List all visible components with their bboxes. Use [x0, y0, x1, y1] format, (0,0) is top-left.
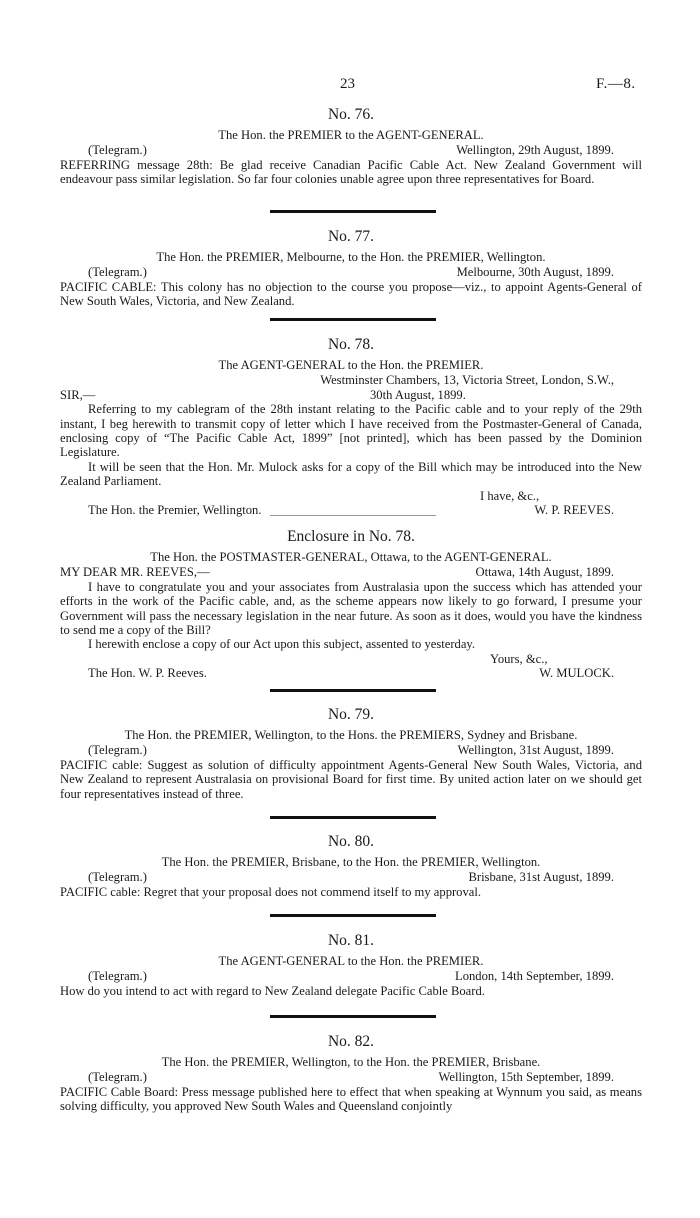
section-route: The Hon. the POSTMASTER-GENERAL, Ottawa, to the AGENT-GENERAL. [150, 550, 552, 564]
salutation: MY DEAR MR. REEVES,— [60, 565, 210, 580]
lead-word: PACIFIC [60, 757, 108, 772]
section-route: The AGENT-GENERAL to the Hon. the PREMIER. [218, 954, 484, 968]
salutation: SIR,— [60, 387, 96, 402]
enclosure-no-78 [60, 528, 642, 681]
section-rule [270, 1015, 436, 1018]
message-body [60, 280, 642, 309]
telegram-line [60, 1070, 642, 1084]
place-date: Wellington, 29th August, 1899. [456, 143, 614, 158]
address-line [60, 373, 642, 387]
telegram-line [60, 743, 642, 757]
message-body [60, 1085, 642, 1114]
signature: W. MULOCK. [539, 666, 614, 681]
message-body: How do you intend to act with regard to New Zealand delegate Pacific Cable Board. [60, 983, 485, 998]
section-no-76 [60, 106, 642, 187]
lead-word: PACIFIC [60, 1084, 108, 1099]
section-route: The Hon. the PREMIER, Brisbane, to the Hon. the PREMIER, Wellington. [161, 855, 541, 869]
message-body [60, 758, 642, 801]
section-title: No. 82. [327, 1033, 375, 1050]
letter-paragraph: I have to congratulate you and your associates from Australasia upon the success which has attended your efforts in the work of the Pacific cable, and, as the scheme appears now likely to go forward, I presume your Government will pass the necessary legislation in the near future. As soon as it does, would you have the kindness to send me a copy of the Bill? [60, 579, 642, 638]
section-rule [270, 515, 436, 516]
place-date: Wellington, 31st August, 1899. [457, 743, 614, 758]
lead-word: PACIFIC CABLE: [60, 279, 157, 294]
page-header [0, 76, 700, 96]
section-rule [270, 689, 436, 692]
telegram-line [60, 969, 642, 983]
section-rule [270, 914, 436, 917]
signature: W. P. REEVES. [534, 503, 614, 518]
place-date: Brisbane, 31st August, 1899. [468, 870, 614, 885]
salutation-line [60, 388, 642, 402]
telegram-label: (Telegram.) [88, 870, 147, 885]
page-number: 23 [340, 76, 355, 92]
signature-line [60, 666, 642, 680]
section-no-81 [60, 932, 642, 998]
lead-word: REFERRING [60, 157, 130, 172]
section-route: The Hon. the PREMIER to the AGENT-GENERAL. [218, 128, 484, 142]
section-route: The Hon. the PREMIER, Wellington, to the Hon. the PREMIER, Brisbane. [161, 1055, 541, 1069]
section-rule [270, 210, 436, 213]
place-date: Melbourne, 30th August, 1899. [456, 265, 614, 280]
place-date: London, 14th September, 1899. [455, 969, 614, 984]
section-route: The Hon. the PREMIER, Wellington, to the Hons. the PREMIERS, Sydney and Brisbane. [124, 728, 578, 742]
telegram-label: (Telegram.) [88, 1070, 147, 1085]
section-no-82 [60, 1033, 642, 1114]
section-route: The AGENT-GENERAL to the Hon. the PREMIER. [218, 358, 484, 372]
message-text: Cable Board: Press message published here to effect that when speaking at Wynnum you said, as means solving difficulty, you approved New South Wales and Queensland conjointly [60, 1084, 642, 1114]
section-route: The Hon. the PREMIER, Melbourne, to the Hon. the PREMIER, Wellington. [156, 250, 546, 264]
addressee: The Hon. W. P. Reeves. [88, 666, 207, 681]
section-title: No. 77. [327, 228, 375, 245]
section-title: No. 78. [327, 336, 375, 353]
closing: I have, &c., [480, 488, 540, 503]
section-title: No. 79. [327, 706, 375, 723]
section-rule [270, 318, 436, 321]
letter-paragraph: Referring to my cablegram of the 28th instant relating to the Pacific cable and to your reply of the 29th instant, I beg herewith to transmit copy of letter which I have received from the Postmaster-General of Canada, enclosing copy of “The Pacific Cable Act, 1899” [not printed], which has been passed by the Dominion Legislature. [60, 402, 642, 460]
letter-paragraph: It will be seen that the Hon. Mr. Mulock asks for a copy of the Bill which may be introduced into the New Zealand Parliament. [60, 459, 642, 489]
place-date: Wellington, 15th September, 1899. [438, 1070, 614, 1085]
message-text: cable: Suggest as solution of difficulty appointment Agents-General New South Wales, Victoria, and New Zealand to represent Australasia on provisional Board for first time. By united action later on we should get four representatives instead of three. [60, 757, 642, 801]
message-text: This colony has no objection to the course you propose—viz., to appoint Agents-General of New South Wales, Victoria, and New Zealand. [60, 279, 642, 309]
closing: Yours, &c., [490, 651, 548, 666]
section-title: No. 76. [327, 106, 375, 123]
message-body [60, 885, 642, 899]
section-title: No. 81. [327, 932, 375, 949]
telegram-label: (Telegram.) [88, 265, 147, 280]
section-no-79 [60, 706, 642, 801]
section-no-78 [60, 336, 642, 517]
section-no-77 [60, 228, 642, 309]
closing-line [60, 652, 642, 666]
message-text: message 28th: Be glad receive Canadian Pacific Cable Act. New Zealand Government will endeavour pass similar legislation. So far four colonies unable agree upon three representatives for Board. [60, 157, 642, 187]
message-body [60, 158, 642, 187]
section-title: No. 80. [327, 833, 375, 850]
section-title: Enclosure in No. 78. [287, 528, 415, 545]
message-text: cable: Regret that your proposal does not commend itself to my approval. [107, 884, 482, 899]
salutation-line [60, 565, 642, 579]
section-rule [270, 816, 436, 819]
closing-line [60, 489, 642, 503]
letter-date: 30th August, 1899. [370, 387, 466, 402]
telegram-label: (Telegram.) [88, 969, 147, 984]
telegram-line [60, 143, 642, 157]
place-date: Ottawa, 14th August, 1899. [475, 565, 614, 580]
lead-word: PACIFIC [60, 884, 108, 899]
section-no-80 [60, 833, 642, 899]
addressee: The Hon. the Premier, Wellington. [88, 503, 262, 518]
telegram-label: (Telegram.) [88, 143, 147, 158]
telegram-label: (Telegram.) [88, 743, 147, 758]
telegram-line [60, 265, 642, 279]
telegram-line [60, 870, 642, 884]
letter-address: Westminster Chambers, 13, Victoria Street, London, S.W., [320, 373, 614, 388]
document-reference: F.—8. [596, 76, 636, 92]
letter-paragraph: I herewith enclose a copy of our Act upon this subject, assented to yesterday. [88, 637, 476, 652]
